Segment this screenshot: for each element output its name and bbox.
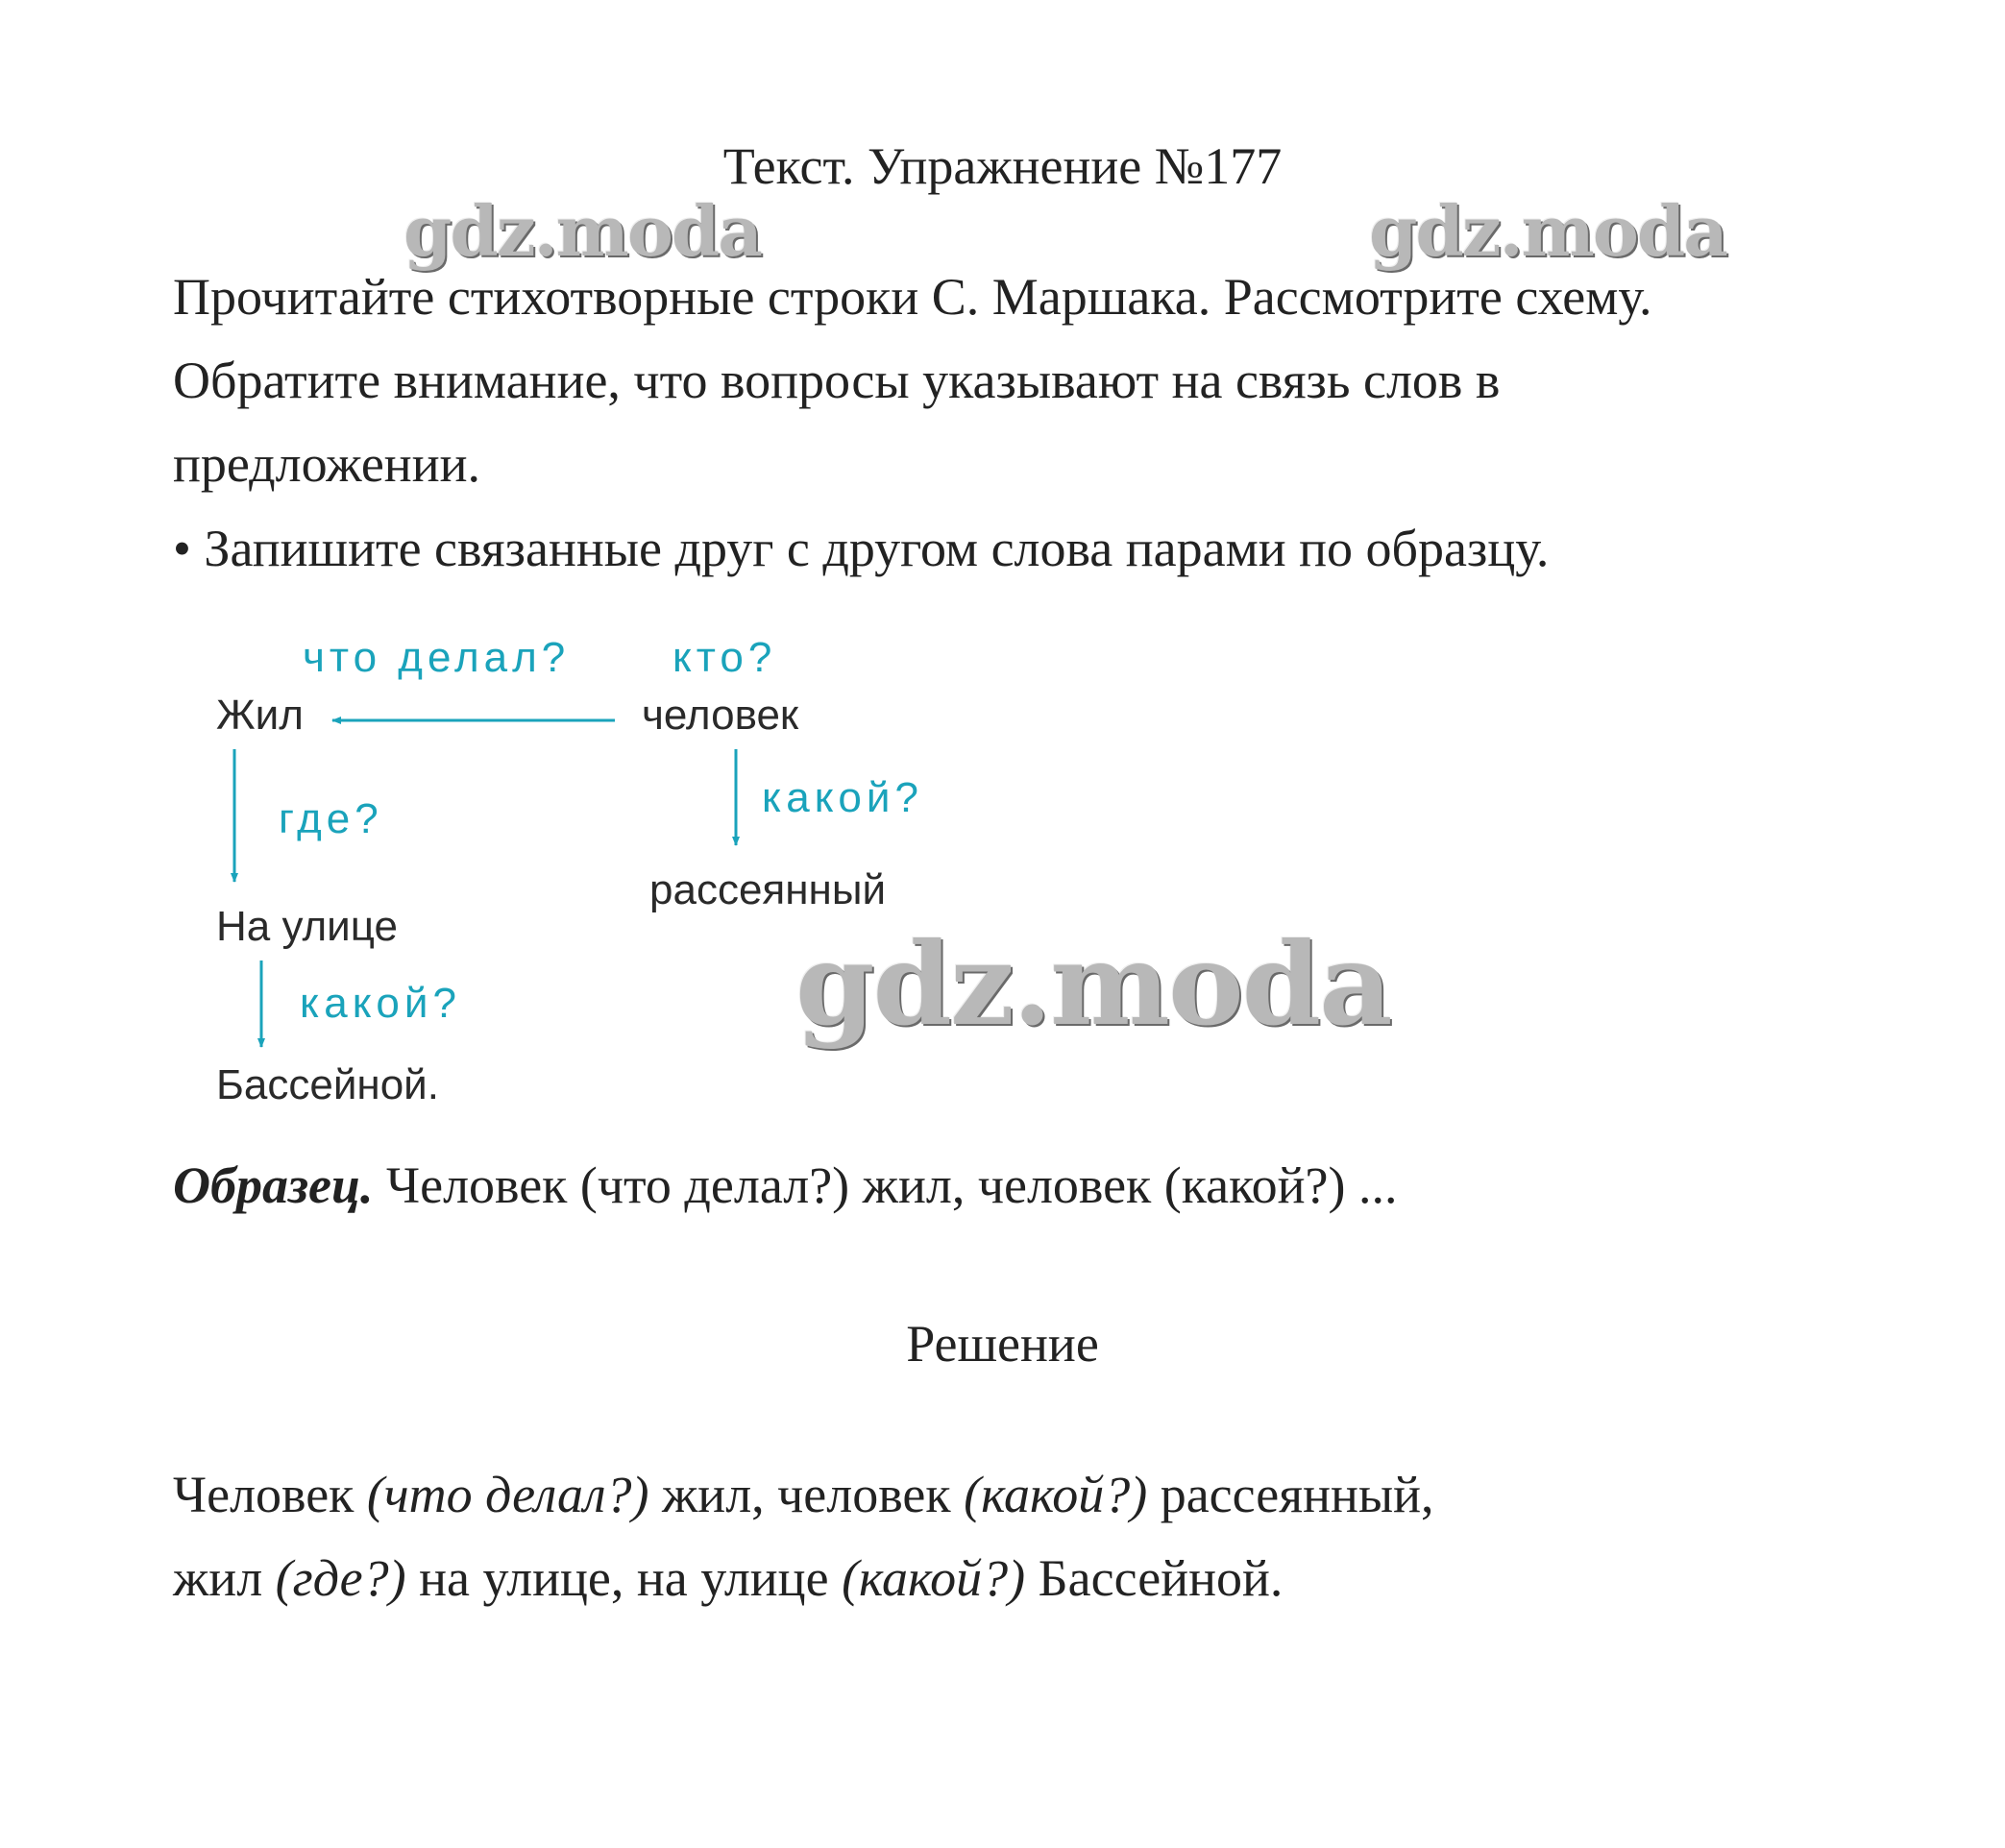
sample-label: Образец. <box>173 1156 374 1214</box>
question-gde: где? <box>279 795 383 842</box>
solution-question: (какой?) <box>964 1466 1148 1523</box>
word-zhil: Жил <box>216 692 304 739</box>
word-na-ulitse: На улице <box>216 903 398 950</box>
sample-line <box>173 1155 1398 1215</box>
solution-question: (где?) <box>275 1549 406 1607</box>
word-chelovek: человек <box>642 692 799 739</box>
instruction-line-3: предложении. <box>173 435 480 493</box>
instruction-line-1: Прочитайте стихотворные строки С. Маршака. Рассмотрите схему. <box>173 268 1652 326</box>
solution-text: Бассейной. <box>1025 1549 1284 1607</box>
solution-question: (какой?) <box>842 1549 1026 1607</box>
word-rasseyanny: рассеянный <box>649 866 887 913</box>
word-basseynoy: Бассейной. <box>216 1061 439 1108</box>
solution-question: (что делал?) <box>366 1466 649 1523</box>
sample-text: Человек (что делал?) жил, человек (какой?) ... <box>373 1156 1398 1214</box>
solution-title: Решение <box>906 1315 1099 1373</box>
solution-text: Человек <box>173 1466 367 1523</box>
question-kakoy-1: какой? <box>762 774 923 821</box>
question-kakoy-2: какой? <box>300 980 461 1027</box>
question-kto: кто? <box>672 634 777 681</box>
watermark-logo-3: gdz.moda <box>795 917 1391 1051</box>
solution-text: жил <box>173 1549 276 1607</box>
solution-text: жил, человек <box>648 1466 965 1523</box>
instruction-line-4: • Запишите связанные друг с другом слова парами по образцу. <box>173 520 1550 577</box>
solution-line-2 <box>173 1548 1283 1608</box>
solution-text: на улице, на улице <box>405 1549 843 1607</box>
solution-text: рассеянный, <box>1147 1466 1434 1523</box>
solution-line-1 <box>173 1465 1434 1524</box>
question-chto-delal: что делал? <box>303 634 571 681</box>
instruction-line-2: Обратите внимание, что вопросы указывают на связь слов в <box>173 352 1501 409</box>
watermark-logo-1: gdz.moda <box>403 190 761 272</box>
watermark-logo-2: gdz.moda <box>1369 190 1726 272</box>
page-title: Текст. Упражнение №177 <box>722 137 1283 195</box>
